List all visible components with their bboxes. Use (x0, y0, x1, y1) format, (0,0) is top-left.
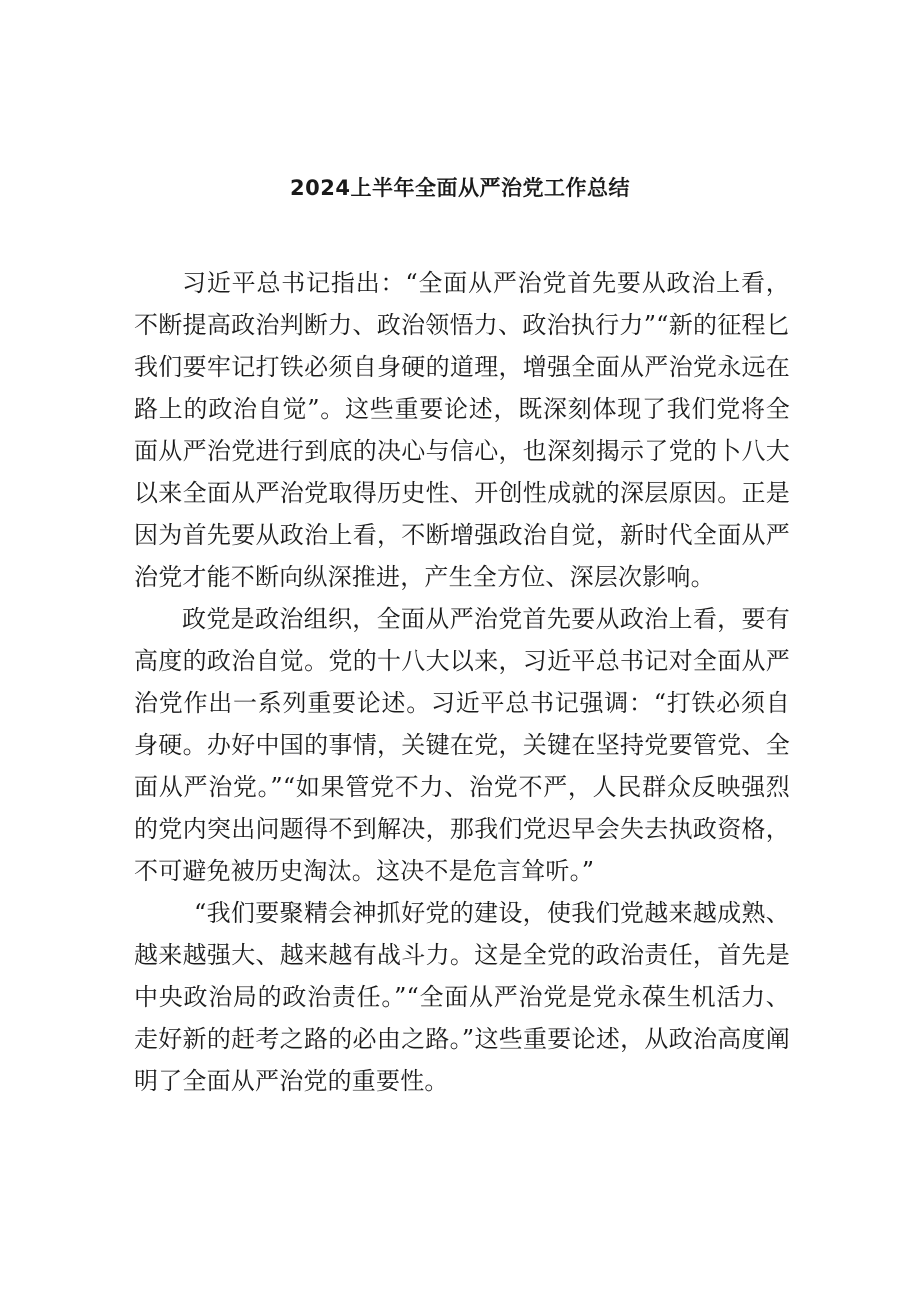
paragraph-3: “我们要聚精会神抓好党的建设，使我们党越来越成熟、越来越强大、越来越有战斗力。这是全党的政治责任，首先是中央政治局的政治责任。”“全面从严治党是党永葆生机活力、走好新的赶考之路的必由之路。”这些重要论述，从政治高度阐明了全面从严治党的重要性。 (134, 899, 790, 1095)
paragraph-1: 习近平总书记指出：“全面从严治党首先要从政治上看，不断提高政治判断力、政治领悟力、政治执行力”“新的征程匕我们要牢记打铁必须自身硬的道理，增强全面从严治党永远在路上的政治自觉”。这些重要论述，既深刻体现了我们党将全面从严治党进行到底的决心与信心，也深刻揭示了党的卜八大以来全面从严治党取得历史性、开创性成就的深层原因。正是因为首先要从政治上看，不断增强政治自觉，新时代全面从严治党才能不断向纵深推进，产生全方位、深层次影响。 (134, 269, 790, 591)
paragraph-2: 政党是政治组织，全面从严治党首先要从政治上看，要有高度的政治自觉。党的十八大以来，习近平总书记对全面从严治党作出一系列重要论述。习近平总书记强调：“打铁必须自身硬。办好中国的事情，关键在党，关键在坚持党要管党、全面从严治党。”“如果管党不力、治党不严，人民群众反映强烈的党内突出问题得不到解决，那我们党迟早会失去执政资格，不可避免被历史淘汰。这决不是危言耸听。” (134, 605, 790, 885)
document-body (134, 262, 790, 1102)
document-title: 2024上半年全面从严治党工作总结 (290, 176, 630, 200)
